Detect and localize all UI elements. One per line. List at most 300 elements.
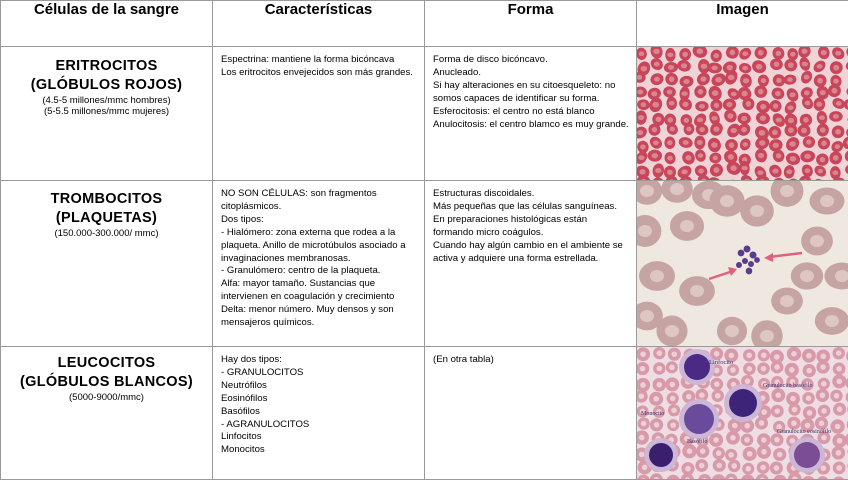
leukocytes-image-cell (637, 347, 848, 480)
red-blood-cell-center (756, 64, 763, 70)
red-blood-cell-center (656, 382, 662, 388)
erythrocytes-count-men: (4.5-5 millones/mmc hombres) (1, 95, 212, 106)
red-blood-cell-center (651, 91, 657, 96)
leukocytes-title: LEUCOCITOS (1, 354, 212, 373)
red-blood-cell-center (652, 102, 659, 108)
red-blood-cell-center (730, 435, 736, 441)
red-blood-cell-center (761, 352, 767, 358)
red-blood-cell-center (670, 183, 684, 195)
thrombocytes-shape-cell (425, 181, 637, 347)
red-blood-cell-center (835, 144, 841, 149)
red-blood-cell-center (730, 367, 736, 373)
red-blood-cell-center (699, 392, 705, 398)
red-blood-cell-center (761, 437, 767, 443)
red-blood-cell-center (653, 140, 659, 145)
red-blood-cell-center (837, 406, 843, 412)
platelet (736, 262, 742, 268)
red-blood-cell-center (817, 78, 823, 84)
red-blood-cell-center (774, 354, 780, 360)
red-blood-cell-center (730, 128, 737, 133)
red-blood-cell-center (670, 396, 676, 402)
red-blood-cell-center (774, 465, 780, 471)
red-blood-cell-center (667, 117, 673, 122)
red-blood-cell-center (681, 63, 687, 68)
red-blood-cell-center (711, 142, 718, 148)
red-blood-cell-center (727, 113, 733, 118)
leukocytes-shape-cell (425, 347, 637, 480)
red-blood-cell-center (773, 143, 779, 149)
platelet (746, 268, 753, 275)
red-blood-cell-center (716, 450, 722, 456)
red-blood-cell-center (715, 77, 722, 82)
red-blood-cell-center (728, 154, 734, 160)
erythrocytes-count-women: (5-5.5 millones/mmc mujeres) (1, 106, 212, 117)
label-basophil: Basófilo (687, 438, 707, 445)
red-blood-cell-center (774, 62, 780, 67)
red-blood-cell-center (805, 423, 811, 429)
thrombocytes-name-cell (1, 181, 213, 347)
red-blood-cell-center (671, 408, 677, 414)
thrombocytes-count: (150.000-300.000/ mmc) (1, 228, 212, 239)
red-blood-cell-center (746, 353, 752, 359)
red-blood-cell-center (641, 102, 647, 107)
red-blood-cell-center (699, 127, 705, 132)
red-blood-cell-center (804, 154, 811, 159)
red-blood-cell-center (820, 157, 826, 163)
thrombocytes-title: TROMBOCITOS (1, 190, 212, 209)
red-blood-cell-center (640, 366, 646, 372)
red-blood-cell-center (697, 118, 703, 123)
red-blood-cell-center (640, 310, 654, 322)
red-blood-cell-center (685, 155, 691, 161)
red-blood-cell-center (742, 142, 747, 147)
red-blood-cell-center (836, 366, 842, 372)
red-blood-cell-center (711, 66, 718, 71)
red-blood-cell-center (656, 117, 662, 122)
red-blood-cell-center (758, 153, 764, 158)
red-blood-cell-center (821, 465, 827, 471)
red-blood-cell-center (788, 127, 794, 133)
red-blood-cell-center (667, 156, 673, 161)
red-blood-cell-center (804, 75, 810, 80)
red-blood-cell-center (642, 465, 648, 471)
red-blood-cell-center (652, 127, 657, 133)
erythrocytes-features-cell (213, 47, 425, 181)
red-blood-cell-center (731, 92, 737, 97)
red-blood-cell-center (802, 62, 808, 67)
red-blood-cell-center (835, 424, 841, 430)
label-monocyte: Monocito (641, 411, 664, 417)
platelet (742, 258, 748, 264)
red-blood-cell-center (641, 66, 648, 72)
red-blood-cell-center (731, 463, 737, 469)
platelet-field (637, 181, 848, 346)
red-blood-cell-center (759, 420, 765, 426)
red-blood-cell-center (741, 116, 747, 121)
red-blood-cell-center (725, 325, 739, 337)
red-blood-cell-center (790, 52, 796, 57)
red-blood-cell-center (745, 378, 751, 384)
red-blood-cell-center (700, 76, 706, 81)
red-blood-cell-center (804, 90, 810, 95)
rbc-field (637, 47, 848, 180)
red-blood-cell-center (714, 381, 720, 387)
red-blood-cell-center (744, 423, 750, 429)
red-blood-cell-center (640, 382, 646, 388)
red-blood-cell-center (741, 166, 747, 171)
label-eosinophil-granulocyte: Granulocito eosinófilo (777, 428, 831, 435)
red-blood-cell-center (711, 116, 717, 121)
red-blood-cell-center (640, 351, 646, 357)
red-blood-cell-center (776, 118, 783, 123)
red-blood-cell-center (747, 366, 753, 372)
red-blood-cell-center (834, 393, 840, 399)
red-blood-cell-center (712, 90, 719, 96)
leukocytes-count: (5000-9000/mmc) (1, 392, 212, 403)
red-blood-cell-center (640, 144, 646, 149)
red-blood-cell-center (686, 127, 691, 132)
red-blood-cell-center (759, 140, 765, 145)
thrombocytes-features-text: NO SON CÉLULAS: son fragmentos citoplásmicos. Dos tipos: - Hialómero: zona externa que rodea a la plaqueta. Anillo de microtúbulos asociado a invaginaciones membranosas. - Granulómero: centro de la plaqueta. Alfa: mayor tamaño. Sustancias que intervienen en coagulación y crecimiento Delta: menor número. Muy densos y son mensajeros químicos. (213, 181, 424, 330)
red-blood-cell-center (817, 169, 823, 174)
red-blood-cell-center (640, 185, 654, 197)
red-blood-cell-center (682, 52, 688, 57)
red-blood-cell-center (750, 205, 764, 217)
red-blood-cell-center (820, 90, 826, 95)
red-blood-cell-center (654, 62, 660, 67)
red-blood-cell-center (786, 169, 792, 174)
red-blood-cell-center (820, 353, 826, 359)
red-blood-cell-center (833, 155, 839, 161)
red-blood-cell-center (713, 126, 719, 131)
red-blood-cell-center (820, 195, 834, 207)
red-blood-cell-center (669, 101, 675, 106)
erythrocytes-subtitle: (GLÓBULOS ROJOS) (1, 76, 212, 95)
table-row-thrombocytes (1, 181, 848, 347)
erythrocytes-shape-text: Forma de disco bicóncavo. Anucleado. Si hay alteraciones en su citoesqueleto: no somos capaces de identificar su forma. Esferocitosis: el centro no está blanco Anulocitosis: el centro blamco es muy grande. (425, 47, 636, 131)
red-blood-cell-center (684, 118, 690, 123)
red-blood-cell-center (670, 127, 675, 132)
red-blood-cell-center (806, 368, 812, 374)
red-blood-cell-center (698, 153, 704, 158)
red-blood-cell-center (773, 103, 778, 108)
erythrocytes-features-text: Espectrina: mantiene la forma bicóncava Los eritrocitos envejecidos son más grandes. (213, 47, 424, 80)
red-blood-cell-center (760, 115, 766, 121)
red-blood-cell-center (639, 169, 645, 174)
red-blood-cell-center (652, 153, 659, 158)
red-blood-cell-center (637, 130, 643, 135)
header-features: Características (213, 1, 425, 47)
red-blood-cell-center (777, 452, 783, 458)
red-blood-cell-center (743, 78, 749, 83)
red-blood-cell-center (774, 408, 780, 414)
red-blood-cell-center (789, 141, 796, 146)
thrombocytes-subtitle: (PLAQUETAS) (1, 209, 212, 228)
red-blood-cell-center (819, 115, 825, 120)
label-lymphocyte: Linfocito (709, 359, 733, 366)
red-blood-cell-center (820, 393, 826, 399)
red-blood-cell-center (639, 452, 645, 458)
red-blood-cell-center (821, 50, 827, 55)
red-blood-cell-center (746, 101, 751, 107)
red-blood-cell-center (774, 364, 780, 370)
red-blood-cell-center (776, 78, 782, 83)
red-blood-cell-center (836, 450, 842, 456)
red-blood-cell-center (641, 421, 647, 427)
red-blood-cell-center (653, 396, 659, 402)
red-blood-cell-center (667, 169, 673, 174)
red-blood-cell-center (800, 270, 814, 282)
red-blood-cell-center (654, 77, 660, 82)
red-blood-cell-center (747, 451, 753, 457)
red-blood-cell-center (790, 156, 796, 161)
red-blood-cell-center (726, 102, 732, 107)
leukocyte-field (637, 347, 848, 479)
red-blood-cell-center (776, 153, 782, 158)
red-blood-cell-center (745, 466, 751, 472)
red-blood-cell-center (821, 435, 827, 441)
red-blood-cell-center (787, 77, 793, 82)
thrombocytes-micrograph (637, 181, 848, 346)
red-blood-cell-center (714, 103, 719, 108)
red-blood-cell-center (837, 379, 843, 385)
red-blood-cell-center (820, 127, 826, 132)
header-row (1, 1, 848, 47)
red-blood-cell-center (790, 396, 796, 402)
red-blood-cell-center (690, 285, 704, 297)
red-blood-cell-center (825, 315, 839, 327)
red-blood-cell-center (801, 128, 807, 134)
red-blood-cell-center (742, 91, 748, 97)
red-blood-cell-center (681, 169, 688, 174)
red-blood-cell-center (742, 51, 748, 56)
red-blood-cell-center (638, 225, 652, 237)
red-blood-cell-center (730, 49, 736, 55)
red-blood-cell-center (637, 90, 643, 95)
red-blood-cell-center (835, 51, 841, 56)
red-blood-cell-center (742, 66, 748, 71)
red-blood-cell-center (667, 53, 673, 58)
red-blood-cell-center (776, 51, 782, 56)
red-blood-cell-center (701, 64, 708, 69)
red-blood-cell-center (806, 139, 812, 144)
red-blood-cell-center (669, 365, 675, 371)
red-blood-cell-center (681, 91, 688, 96)
red-blood-cell-center (758, 50, 764, 56)
basophil-cell (649, 443, 673, 467)
red-blood-cell-center (817, 64, 823, 69)
header-shape: Forma (425, 1, 637, 47)
red-blood-cell-center (728, 75, 735, 80)
label-basophil-granulocyte: Granulocito basófilo (763, 382, 813, 389)
red-blood-cell-center (820, 364, 826, 370)
red-blood-cell-center (713, 437, 719, 443)
red-blood-cell-center (760, 104, 766, 110)
red-blood-cell-center (810, 235, 824, 247)
red-blood-cell-center (665, 325, 679, 337)
red-blood-cell-center (654, 422, 660, 428)
eosinophil-granulocyte-cell (794, 442, 820, 468)
leukocytes-subtitle: (GLÓBULOS BLANCOS) (1, 373, 212, 392)
red-blood-cell-center (761, 409, 767, 415)
red-blood-cell-center (697, 48, 704, 54)
erythrocytes-title: ERITROCITOS (1, 57, 212, 76)
red-blood-cell-center (761, 78, 766, 83)
red-blood-cell-center (682, 102, 688, 107)
table-row-erythrocytes (1, 47, 848, 181)
leukocytes-features-text: Hay dos tipos: - GRANULOCITOS Neutrófilos Eosinófilos Basófilos - AGRANULOCITOS Linfocitos Monocitos (213, 347, 424, 457)
red-blood-cell-center (714, 351, 720, 357)
red-blood-cell-center (789, 367, 795, 373)
red-blood-cell-center (732, 423, 738, 429)
red-blood-cell-center (819, 421, 825, 427)
red-blood-cell-center (833, 79, 839, 84)
red-blood-cell-center (639, 393, 645, 399)
red-blood-cell-center (667, 90, 673, 95)
red-blood-cell-center (833, 65, 839, 71)
platelet (744, 246, 751, 253)
red-blood-cell-center (757, 170, 763, 175)
red-blood-cell-center (729, 142, 735, 148)
red-blood-cell-center (669, 76, 675, 82)
red-blood-cell-center (713, 167, 719, 173)
red-blood-cell-center (780, 295, 794, 307)
red-blood-cell-center (700, 448, 706, 454)
red-blood-cell-center (657, 366, 663, 372)
platelet (748, 261, 754, 267)
monocyte-cell (684, 404, 714, 434)
header-image: Imagen (637, 1, 848, 47)
red-blood-cell-center (758, 89, 764, 95)
red-blood-cell-center (668, 65, 674, 70)
red-blood-cell-center (806, 395, 812, 401)
red-blood-cell-center (667, 140, 673, 145)
red-blood-cell-center (639, 435, 645, 441)
red-blood-cell-center (744, 437, 750, 443)
red-blood-cell-center (716, 463, 722, 469)
red-blood-cell-center (698, 169, 704, 174)
red-blood-cell-center (837, 438, 843, 444)
leukocytes-name-cell (1, 347, 213, 480)
table-row-leukocytes (1, 347, 848, 480)
red-blood-cell-center (789, 92, 795, 97)
erythrocytes-name-cell (1, 47, 213, 181)
red-blood-cell-center (670, 422, 676, 428)
erythrocytes-shape-cell (425, 47, 637, 181)
red-blood-cell-center (775, 392, 781, 398)
red-blood-cell-center (720, 195, 734, 207)
red-blood-cell-center (715, 393, 721, 399)
red-blood-cell-center (683, 79, 689, 84)
red-blood-cell-center (791, 420, 797, 426)
red-blood-cell-center (760, 465, 766, 471)
red-blood-cell-center (801, 49, 807, 54)
red-blood-cell-center (832, 170, 838, 175)
red-blood-cell-center (816, 102, 822, 107)
leukocytes-features-cell (213, 347, 425, 480)
red-blood-cell-center (672, 351, 678, 357)
thrombocytes-shape-text: Estructuras discoidales. Más pequeñas que las células sanguíneas. En preparaciones histológicas están formando micro coágulos. Cuando hay algún cambio en el ambiente se activa y adquiere una forma estrellada. (425, 181, 636, 265)
platelet (750, 252, 757, 259)
red-blood-cell-center (686, 394, 692, 400)
red-blood-cell-center (699, 104, 705, 109)
basophil-granulocyte-cell (729, 389, 757, 417)
red-blood-cell-center (835, 129, 841, 135)
red-blood-cell-center (687, 448, 693, 454)
red-blood-cell-center (638, 115, 645, 120)
red-blood-cell-center (788, 118, 794, 124)
platelet (738, 250, 745, 257)
red-blood-cell-center (727, 65, 733, 70)
red-blood-cell-center (697, 140, 703, 145)
red-blood-cell-center (803, 117, 809, 123)
red-blood-cell-center (833, 114, 839, 119)
red-blood-cell-center (836, 465, 842, 471)
red-blood-cell-center (772, 130, 778, 136)
red-blood-cell-center (730, 165, 737, 171)
red-blood-cell-center (680, 220, 694, 232)
red-blood-cell-center (699, 463, 705, 469)
red-blood-cell-center (650, 270, 664, 282)
platelet (754, 257, 760, 263)
red-blood-cell-center (638, 155, 644, 160)
thrombocytes-image-cell (637, 181, 848, 347)
red-blood-cell-center (713, 156, 718, 161)
header-cells: Células de la sangre (1, 1, 213, 47)
leukocytes-micrograph (637, 347, 848, 479)
red-blood-cell-center (729, 353, 735, 359)
red-blood-cell-center (657, 350, 663, 356)
red-blood-cell-center (791, 351, 797, 357)
red-blood-cell-center (780, 185, 794, 197)
red-blood-cell-center (685, 466, 691, 472)
red-blood-cell-center (821, 408, 827, 414)
red-blood-cell-center (821, 381, 827, 387)
leukocytes-shape-text: (En otra tabla) (425, 347, 636, 367)
red-blood-cell-center (653, 49, 660, 54)
red-blood-cell-center (774, 437, 780, 443)
thrombocytes-features-cell (213, 181, 425, 347)
red-blood-cell-center (788, 62, 794, 68)
erythrocytes-image-cell (637, 47, 848, 181)
red-blood-cell-center (821, 141, 826, 147)
red-blood-cell-center (787, 105, 793, 110)
red-blood-cell-center (775, 91, 781, 96)
red-blood-cell-center (698, 89, 704, 94)
red-blood-cell-center (655, 168, 661, 173)
red-blood-cell-center (761, 449, 767, 455)
red-blood-cell-center (807, 410, 813, 416)
red-blood-cell-center (805, 101, 811, 106)
red-blood-cell-center (772, 169, 778, 174)
red-blood-cell-center (836, 350, 842, 356)
red-blood-cell-center (836, 101, 842, 106)
lymphocyte-cell (684, 354, 710, 380)
red-blood-cell-center (805, 168, 811, 173)
red-blood-cell-center (683, 140, 689, 145)
red-blood-cell-center (759, 130, 766, 136)
red-blood-cell-center (760, 330, 774, 342)
red-blood-cell-center (728, 452, 734, 458)
red-blood-cell-center (806, 353, 812, 359)
red-blood-cell-center (713, 53, 719, 58)
red-blood-cell-center (761, 366, 767, 372)
red-blood-cell-center (639, 51, 645, 56)
red-blood-cell-center (741, 127, 747, 132)
red-blood-cell-center (831, 88, 837, 94)
red-blood-cell-center (670, 382, 676, 388)
erythrocytes-micrograph (637, 47, 848, 180)
